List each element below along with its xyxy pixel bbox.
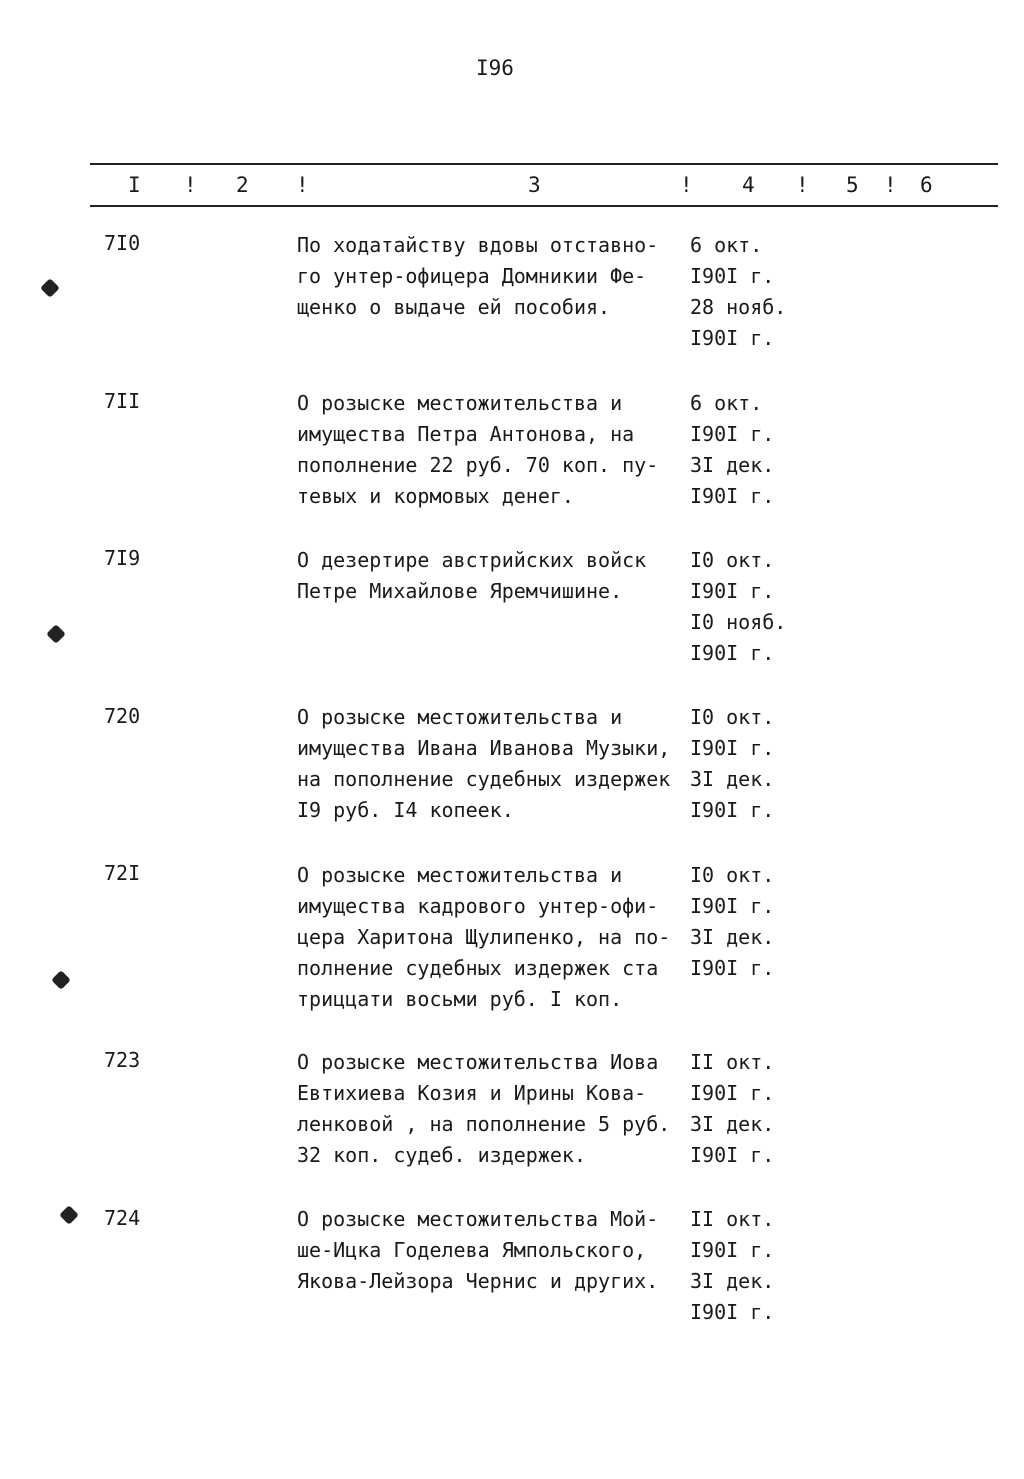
entry-dates: 6 окт. I90I г. 28 нояб. I90I г.	[690, 233, 787, 350]
header-rule-bottom	[90, 205, 998, 207]
entry-description: По ходатайству вдовы отставно- го унтер-офицера Домникии Фе- щенко о выдаче ей пособия.	[297, 233, 659, 319]
entry-dates: I0 окт. I90I г. I0 нояб. I90I г.	[690, 548, 787, 665]
entry-dates: I0 окт. I90I г. 3I дек. I90I г.	[690, 863, 775, 980]
entry-dates: 6 окт. I90I г. 3I дек. I90I г.	[690, 391, 775, 508]
page-number: I96	[476, 56, 514, 80]
header-col6: 6	[920, 173, 933, 197]
header-col3: 3	[528, 173, 541, 197]
entry-number: 720	[104, 704, 141, 728]
entry-dates: II окт. I90I г. 3I дек. I90I г.	[690, 1207, 775, 1324]
header-col1: I	[128, 173, 141, 197]
header-sep: !	[884, 173, 897, 197]
entry-description: О розыске местожительства и имущества Ивана Иванова Музыки, на пополнение судебных издержек I9 руб. I4 копеек.	[297, 705, 671, 822]
entry-number: 7I0	[104, 231, 141, 255]
binding-hole-mark	[59, 1205, 79, 1225]
entry-number: 723	[104, 1048, 141, 1072]
entry-dates: II окт. I90I г. 3I дек. I90I г.	[690, 1050, 775, 1167]
entry-description: О розыске местожительства Мой- ше-Ицка Годелева Ямпольского, Якова-Лейзора Чернис и других.	[297, 1207, 659, 1293]
entry-description: О розыске местожительства и имущества Петра Антонова, на пополнение 22 руб. 70 коп. пу- тевых и кормовых денег.	[297, 391, 659, 508]
entry-number: 7I9	[104, 546, 141, 570]
binding-hole-mark	[51, 970, 71, 990]
entry-description: О дезертире австрийских войск Петре Михайлове Яремчишине.	[297, 548, 647, 603]
header-sep: !	[796, 173, 809, 197]
entry-dates: I0 окт. I90I г. 3I дек. I90I г.	[690, 705, 775, 822]
binding-hole-mark	[40, 278, 60, 298]
header-sep: !	[296, 173, 309, 197]
entry-number: 7II	[104, 389, 141, 413]
header-col2: 2	[236, 173, 249, 197]
entry-description: О розыске местожительства и имущества кадрового унтер-офи- цера Харитона Щулипенко, на по- полнение судебных издержек ста триццати восьми руб. I коп.	[297, 863, 671, 1011]
header-sep: !	[184, 173, 197, 197]
header-col4: 4	[742, 173, 755, 197]
header-rule-top	[90, 163, 998, 165]
entry-description: О розыске местожительства Иова Евтихиева Козия и Ирины Кова- ленковой , на пополнение 5 руб. 32 коп. судеб. издержек.	[297, 1050, 671, 1167]
entry-number: 72I	[104, 861, 141, 885]
entry-number: 724	[104, 1206, 141, 1230]
header-sep: !	[680, 173, 693, 197]
header-col5: 5	[846, 173, 859, 197]
binding-hole-mark	[46, 624, 66, 644]
